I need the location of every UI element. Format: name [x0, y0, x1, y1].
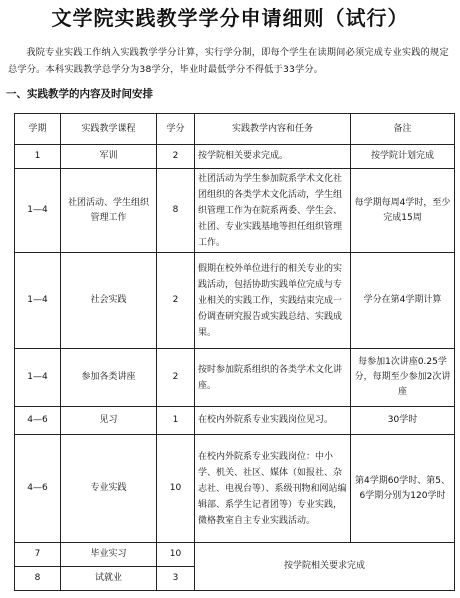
- content-cell: 按时参加院系组织的各类学术文化讲座。: [195, 349, 351, 407]
- header-note: 备注: [351, 114, 455, 145]
- term-cell: 1: [15, 145, 61, 169]
- header-course: 实践教学课程: [61, 114, 157, 145]
- note-cell: 每学期每周4学时，至少完成15周: [351, 169, 455, 253]
- table-row: [15, 145, 455, 169]
- table-row: [15, 169, 455, 253]
- term-cell: 1—4: [15, 169, 61, 253]
- intro-paragraph: 我院专业实践工作纳入实践教学学分计算，实行学分制，即每个学生在读期间必须完成专业实践的规定总学分。本科实践教学总学分为38学分，毕业时最低学分不得低于33学分。: [8, 47, 449, 75]
- header-content: 实践教学内容和任务: [195, 114, 351, 145]
- credit-cell: 2: [157, 349, 195, 407]
- table-header-row: [15, 114, 455, 145]
- credit-cell: 3: [157, 567, 195, 591]
- section-heading: 一、实践教学的内容及时间安排: [6, 88, 153, 100]
- course-cell: 社团活动、学生组织管理工作: [61, 169, 157, 253]
- term-cell: 7: [15, 543, 61, 567]
- note-cell: 30学时: [351, 407, 455, 435]
- note-cell: 学分在第4学期计算: [351, 253, 455, 349]
- course-cell: 试就业: [61, 567, 157, 591]
- document-title: 文学院实践教学学分申请细则（试行）: [51, 6, 409, 30]
- schedule-table: [14, 113, 455, 591]
- table-row: [15, 253, 455, 349]
- term-cell: 4—6: [15, 407, 61, 435]
- header-credit: 学分: [157, 114, 195, 145]
- content-cell: 社团活动为学生参加院系学术文化社团组织的各类学术文化活动，学生组织管理工作为在院系两委、学生会、社团、专业实践基地等担任组织管理工作。: [195, 169, 351, 253]
- course-cell: 参加各类讲座: [61, 349, 157, 407]
- course-cell: 见习: [61, 407, 157, 435]
- content-cell: 按学院相关要求完成。: [195, 145, 351, 169]
- term-cell: 1—4: [15, 253, 61, 349]
- credit-cell: 2: [157, 145, 195, 169]
- table-row: [15, 543, 455, 567]
- term-cell: 4—6: [15, 435, 61, 543]
- credit-cell: 8: [157, 169, 195, 253]
- credit-cell: 2: [157, 253, 195, 349]
- credit-cell: 10: [157, 543, 195, 567]
- table-row: [15, 349, 455, 407]
- term-cell: 1—4: [15, 349, 61, 407]
- course-cell: 社会实践: [61, 253, 157, 349]
- credit-cell: 1: [157, 407, 195, 435]
- merged-note-cell: 按学院相关要求完成: [195, 543, 455, 591]
- content-cell: 假期在校外单位进行的相关专业的实践活动，包括协助实践单位完成与专业相关的实践工作，实践结束完成一份调查研究报告或实践总结、实践成果。: [195, 253, 351, 349]
- note-cell: 每参加1次讲座0.25学分，每期至少参加2次讲座: [351, 349, 455, 407]
- credit-cell: 10: [157, 435, 195, 543]
- course-cell: 军训: [61, 145, 157, 169]
- table-row: [15, 435, 455, 543]
- table-row: [15, 407, 455, 435]
- content-cell: 在校内外院系专业实践岗位：中小学、机关、社区、媒体（如报社、杂志社、电视台等）、系级刊物和网站编辑部、系学生记者团等）专业实践，微格教室自主专业实践活动。: [195, 435, 351, 543]
- note-cell: 按学院计划完成: [351, 145, 455, 169]
- note-cell: 第4学期60学时、第5、6学期分别为120学时: [351, 435, 455, 543]
- course-cell: 毕业实习: [61, 543, 157, 567]
- header-term: 学期: [15, 114, 61, 145]
- term-cell: 8: [15, 567, 61, 591]
- content-cell: 在校内外院系专业实践岗位见习。: [195, 407, 351, 435]
- course-cell: 专业实践: [61, 435, 157, 543]
